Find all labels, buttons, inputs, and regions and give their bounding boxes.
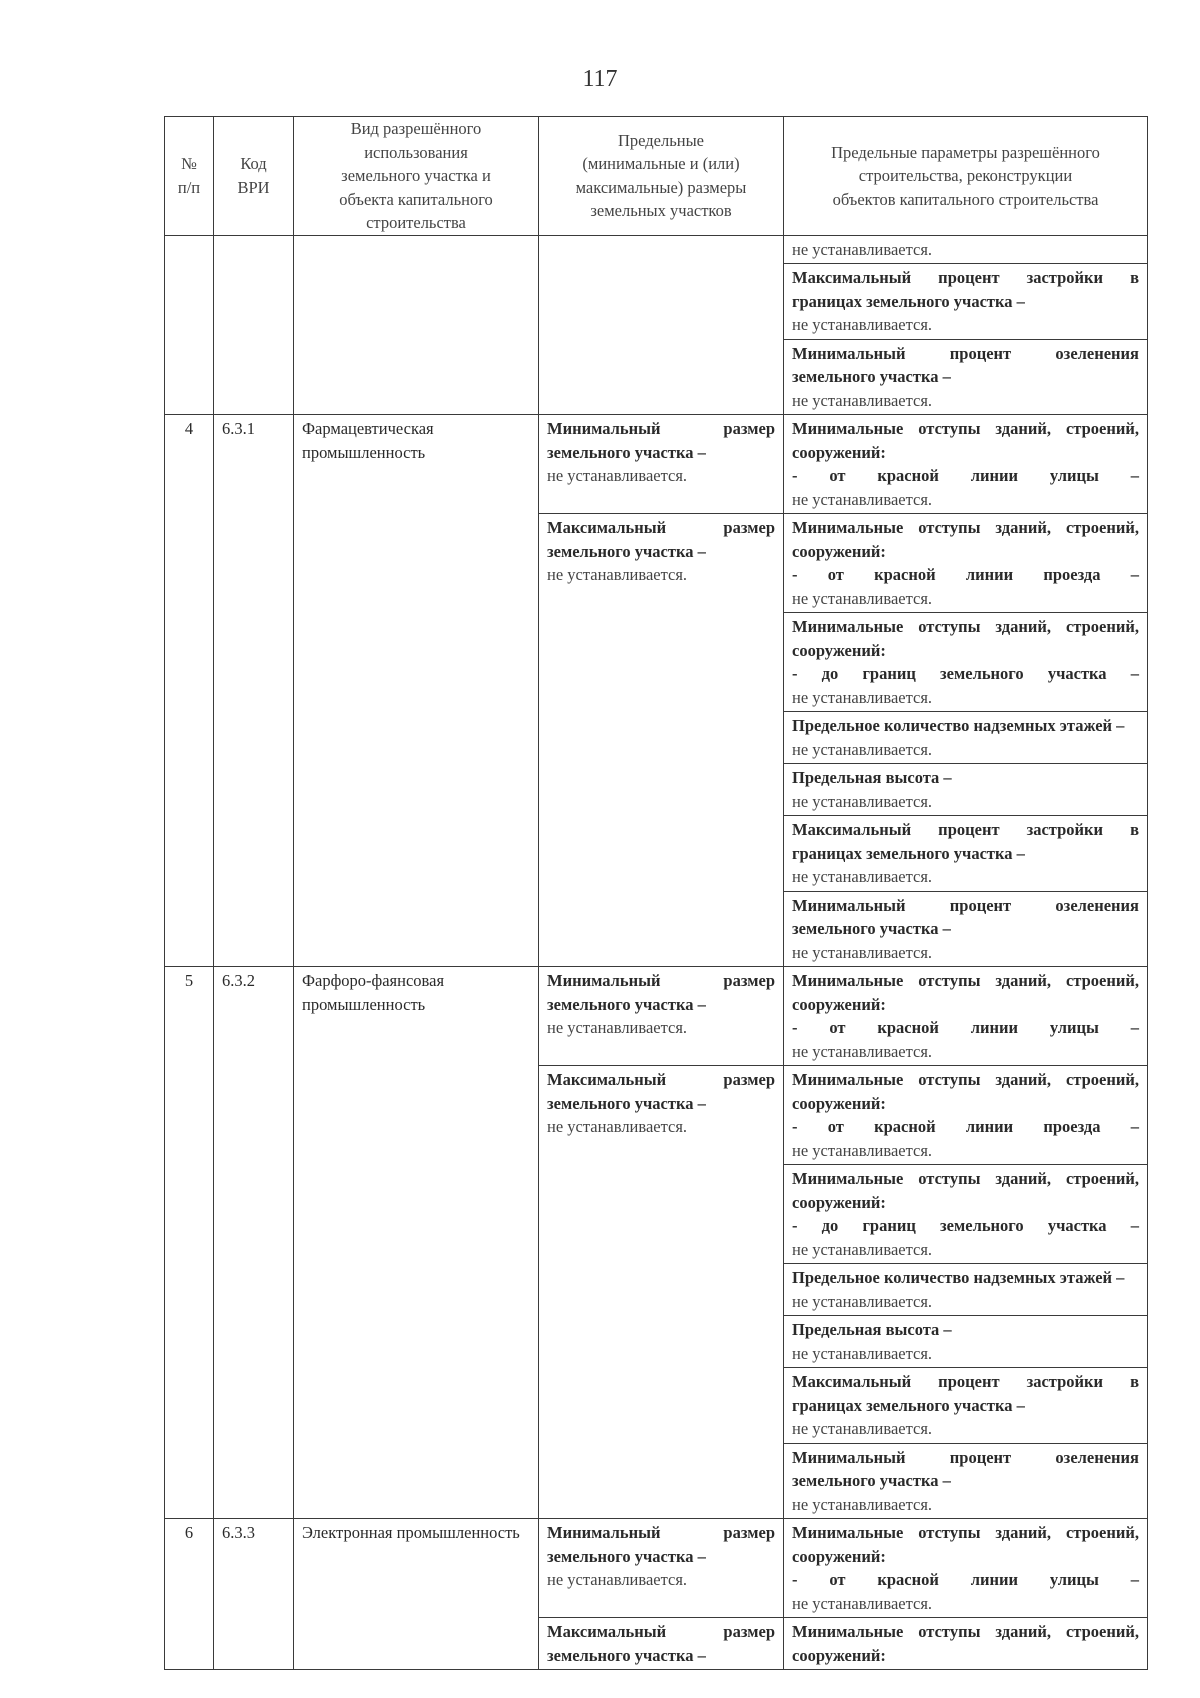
size-title: Максимальный размер земельного участка – bbox=[547, 518, 775, 561]
param-cell bbox=[784, 339, 1148, 415]
table-row bbox=[165, 967, 1148, 1066]
cont-size-cell bbox=[539, 235, 784, 415]
param-title: Минимальные отступы зданий, строений, сооружений: bbox=[792, 518, 1139, 561]
header-num: № п/п bbox=[165, 117, 214, 236]
param-subtitle: - от красной линии проезда – bbox=[792, 565, 1139, 584]
param-cell bbox=[784, 264, 1148, 340]
size-title: Минимальный размер земельного участка – bbox=[547, 971, 775, 1014]
size-max-cell bbox=[539, 1618, 784, 1670]
param-value: не устанавливается. bbox=[792, 687, 933, 707]
row-code: 6.3.3 bbox=[214, 1519, 294, 1670]
param-title: Минимальные отступы зданий, строений, сооружений: bbox=[792, 419, 1139, 462]
row-number: 6 bbox=[165, 1519, 214, 1670]
param-value: не устанавливается. bbox=[792, 489, 933, 509]
param-cell bbox=[784, 1618, 1148, 1670]
size-min-cell bbox=[539, 967, 784, 1066]
param-title: Минимальные отступы зданий, строений, сооружений: bbox=[792, 1169, 1139, 1212]
size-value: не устанавливается. bbox=[547, 1117, 688, 1136]
param-value: не устанавливается. bbox=[792, 867, 933, 886]
param-title: Минимальные отступы зданий, строений, сооружений: bbox=[792, 1622, 1139, 1665]
param-cell bbox=[784, 1519, 1148, 1618]
param-cell bbox=[784, 1368, 1148, 1444]
param-cell bbox=[784, 816, 1148, 892]
table-row bbox=[165, 415, 1148, 514]
header-size: Предельные (минимальные и (или) максимальные) размеры земельных участков bbox=[539, 117, 784, 236]
param-value: не устанавливается. bbox=[792, 739, 933, 759]
param-value: не устанавливается. bbox=[792, 588, 933, 608]
size-max-cell bbox=[539, 1066, 784, 1519]
size-min-cell bbox=[539, 415, 784, 514]
param-value: не устанавливается. bbox=[792, 390, 933, 410]
param-value: не устанавливается. bbox=[792, 791, 933, 811]
param-cell bbox=[784, 1066, 1148, 1165]
param-title: Предельное количество надземных этажей – bbox=[792, 1268, 1125, 1287]
param-cell bbox=[784, 613, 1148, 712]
param-title: Минимальные отступы зданий, строений, сооружений: bbox=[792, 617, 1139, 660]
size-value: не устанавливается. bbox=[547, 1570, 688, 1589]
param-title: Минимальные отступы зданий, строений, сооружений: bbox=[792, 1070, 1139, 1113]
param-value: не устанавливается. bbox=[792, 239, 933, 259]
cont-use-cell bbox=[294, 235, 539, 415]
param-title: Минимальные отступы зданий, строений, сооружений: bbox=[792, 971, 1139, 1014]
size-title: Максимальный размер земельного участка – bbox=[547, 1622, 775, 1665]
row-number: 4 bbox=[165, 415, 214, 967]
param-title: Минимальный процент озеленения земельного участка – bbox=[792, 1447, 1139, 1490]
size-title: Минимальный размер земельного участка – bbox=[547, 1523, 775, 1566]
param-subtitle: - от красной линии улицы – bbox=[792, 1570, 1139, 1589]
param-value: не устанавливается. bbox=[792, 315, 933, 334]
header-use: Вид разрешённого использования земельного участка и объекта капитального строительства bbox=[294, 117, 539, 236]
param-title: Минимальный процент озеленения земельного участка – bbox=[792, 343, 1139, 386]
param-value: не устанавливается. bbox=[792, 942, 933, 962]
row-use: Фармацевтическая промышленность bbox=[294, 415, 539, 967]
param-value: не устанавливается. bbox=[792, 1419, 933, 1438]
param-value: не устанавливается. bbox=[792, 1140, 933, 1160]
row-number: 5 bbox=[165, 967, 214, 1519]
size-max-cell bbox=[539, 514, 784, 967]
param-cell bbox=[784, 891, 1148, 967]
param-subtitle: - от красной линии улицы – bbox=[792, 466, 1139, 485]
regulations-table bbox=[164, 116, 1148, 1670]
cont-num-cell bbox=[165, 235, 214, 415]
param-title: Предельное количество надземных этажей – bbox=[792, 716, 1125, 735]
param-title: Максимальный процент застройки в границах земельного участка – bbox=[792, 820, 1139, 863]
param-title: Максимальный процент застройки в границах земельного участка – bbox=[792, 268, 1139, 311]
size-title: Максимальный размер земельного участка – bbox=[547, 1070, 775, 1113]
row-code: 6.3.1 bbox=[214, 415, 294, 967]
param-value: не устанавливается. bbox=[792, 1593, 933, 1613]
param-value: не устанавливается. bbox=[792, 1494, 933, 1514]
param-cell bbox=[784, 712, 1148, 764]
param-value: не устанавливается. bbox=[792, 1291, 933, 1311]
param-cell bbox=[784, 1264, 1148, 1316]
table-row bbox=[165, 235, 1148, 264]
param-cell bbox=[784, 1165, 1148, 1264]
size-title: Минимальный размер земельного участка – bbox=[547, 419, 775, 462]
param-subtitle: - от красной линии улицы – bbox=[792, 1018, 1139, 1037]
size-value: не устанавливается. bbox=[547, 1018, 688, 1037]
row-code: 6.3.2 bbox=[214, 967, 294, 1519]
size-value: не устанавливается. bbox=[547, 565, 688, 584]
row-use: Электронная промышленность bbox=[294, 1519, 539, 1670]
table-row bbox=[165, 1519, 1148, 1618]
param-title: Предельная высота – bbox=[792, 768, 952, 787]
param-cell bbox=[784, 514, 1148, 613]
header-row bbox=[165, 117, 1148, 236]
param-title: Минимальные отступы зданий, строений, сооружений: bbox=[792, 1523, 1139, 1566]
size-min-cell bbox=[539, 1519, 784, 1618]
param-title: Минимальный процент озеленения земельного участка – bbox=[792, 895, 1139, 938]
param-title: Максимальный процент застройки в границах земельного участка – bbox=[792, 1372, 1139, 1415]
param-title: Предельная высота – bbox=[792, 1320, 952, 1339]
param-cell bbox=[784, 967, 1148, 1066]
param-subtitle: - до границ земельного участка – bbox=[792, 1216, 1139, 1235]
size-value: не устанавливается. bbox=[547, 466, 688, 485]
param-subtitle: - от красной линии проезда – bbox=[792, 1117, 1139, 1136]
param-cell bbox=[784, 1443, 1148, 1519]
param-cell bbox=[784, 1316, 1148, 1368]
param-subtitle: - до границ земельного участка – bbox=[792, 664, 1139, 683]
header-code: Код ВРИ bbox=[214, 117, 294, 236]
param-cell bbox=[784, 415, 1148, 514]
param-value: не устанавливается. bbox=[792, 1041, 933, 1061]
param-value: не устанавливается. bbox=[792, 1239, 933, 1259]
header-params: Предельные параметры разрешённого строительства, реконструкции объектов капитального строительства bbox=[784, 117, 1148, 236]
param-cell bbox=[784, 764, 1148, 816]
cont-code-cell bbox=[214, 235, 294, 415]
row-use: Фарфоро-фаянсовая промышленность bbox=[294, 967, 539, 1519]
param-cell bbox=[784, 235, 1148, 264]
param-value: не устанавливается. bbox=[792, 1343, 933, 1363]
page-number: 117 bbox=[582, 66, 618, 92]
